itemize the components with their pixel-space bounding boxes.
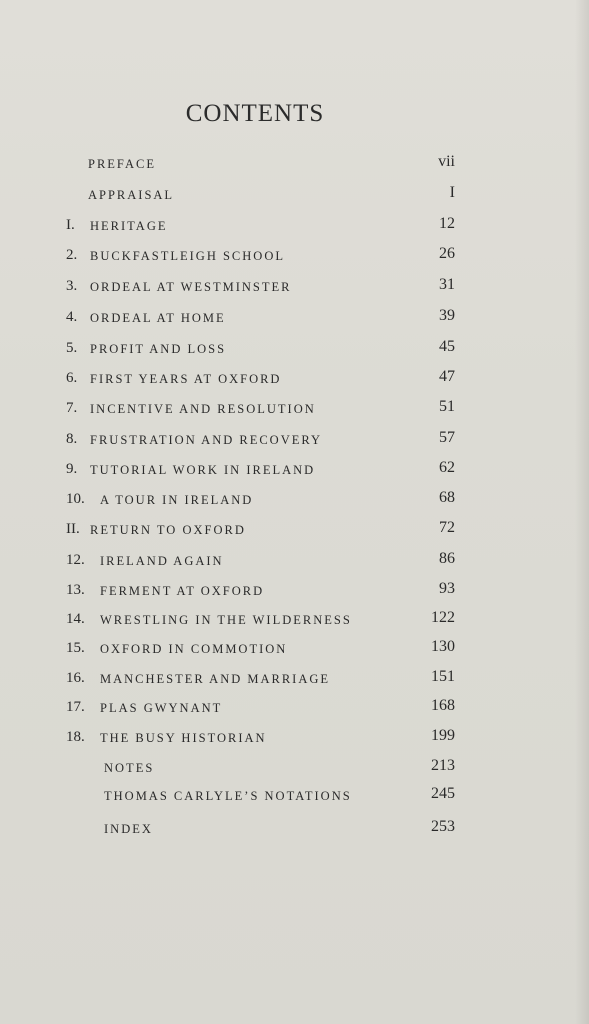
toc-entry-title: PREFACE — [88, 157, 156, 171]
toc-entry-title: IRELAND AGAIN — [100, 554, 224, 568]
toc-entry-page-number: vii — [438, 153, 455, 170]
toc-entry-title: RETURN TO OXFORD — [90, 523, 246, 537]
toc-entry-page-number: 57 — [439, 429, 455, 446]
toc-entry-number: 14. — [66, 611, 85, 627]
toc-entry-page-number: 86 — [439, 550, 455, 567]
toc-entry-title: BUCKFASTLEIGH SCHOOL — [90, 249, 285, 263]
toc-entry-title: FIRST YEARS AT OXFORD — [90, 372, 282, 386]
toc-entry-number: 2. — [66, 247, 78, 263]
toc-entry-number: 9. — [66, 461, 78, 477]
toc-entry — [0, 521, 589, 545]
toc-entry-number: 3. — [66, 278, 78, 294]
toc-entry-title: ORDEAL AT HOME — [90, 311, 226, 325]
toc-entry — [0, 611, 589, 635]
toc-entry-page-number: 72 — [439, 519, 455, 536]
toc-entry — [0, 582, 589, 606]
toc-entry-page-number: 26 — [439, 245, 455, 262]
toc-entry — [0, 640, 589, 664]
toc-entry-title: APPRAISAL — [88, 188, 175, 202]
toc-entry-title: HERITAGE — [90, 219, 168, 233]
toc-entry-page-number: 213 — [431, 757, 455, 774]
toc-entry — [0, 186, 589, 210]
toc-entry-title: INDEX — [104, 822, 153, 836]
toc-entry-page-number: 68 — [439, 489, 455, 506]
toc-entry — [0, 309, 589, 333]
toc-entry-number: 13. — [66, 582, 85, 598]
toc-entry-number: 16. — [66, 670, 85, 686]
toc-entry-number: 18. — [66, 729, 85, 745]
toc-entry-page-number: 122 — [431, 609, 455, 626]
toc-entry-title: THOMAS CARLYLE’S NOTATIONS — [104, 789, 352, 803]
toc-entry — [0, 552, 589, 576]
toc-entry-title: A TOUR IN IRELAND — [100, 493, 254, 507]
toc-entry-title: FRUSTRATION AND RECOVERY — [90, 433, 323, 447]
toc-entry-title: THE BUSY HISTORIAN — [100, 731, 267, 745]
toc-entry-title: FERMENT AT OXFORD — [100, 584, 265, 598]
toc-entry-title: PLAS GWYNANT — [100, 701, 223, 715]
toc-entry-number: 12. — [66, 552, 85, 568]
toc-entry-title: PROFIT AND LOSS — [90, 342, 227, 356]
toc-entry-number: 6. — [66, 370, 78, 386]
toc-entry — [0, 278, 589, 302]
toc-entry-number: 8. — [66, 431, 78, 447]
toc-entry-page-number: 31 — [439, 276, 455, 293]
toc-entry-title: INCENTIVE AND RESOLUTION — [90, 402, 316, 416]
toc-entry-title: MANCHESTER AND MARRIAGE — [100, 672, 331, 686]
toc-entry — [0, 729, 589, 753]
page-title: CONTENTS — [185, 100, 325, 127]
toc-entry — [0, 461, 589, 485]
toc-entry-number: 4. — [66, 309, 78, 325]
toc-entry — [0, 431, 589, 455]
toc-entry — [0, 247, 589, 271]
toc-entry — [0, 670, 589, 694]
toc-entry-page-number: 168 — [431, 697, 455, 714]
toc-entry-number: 17. — [66, 699, 85, 715]
toc-entry-page-number: 45 — [439, 338, 455, 355]
toc-entry-page-number: 199 — [431, 727, 455, 744]
toc-entry-number: II. — [66, 521, 80, 537]
toc-entry-number: I. — [66, 217, 75, 233]
toc-entry-page-number: I — [449, 184, 455, 201]
toc-entry-page-number: 51 — [439, 398, 455, 415]
toc-entry-page-number: 62 — [439, 459, 455, 476]
toc-entry-number: 15. — [66, 640, 85, 656]
toc-entry-number: 7. — [66, 400, 78, 416]
toc-entry — [0, 491, 589, 515]
toc-entry-title: WRESTLING IN THE WILDERNESS — [100, 613, 352, 627]
toc-entry-page-number: 93 — [439, 580, 455, 597]
toc-entry-title: ORDEAL AT WESTMINSTER — [90, 280, 292, 294]
toc-entry-title: TUTORIAL WORK IN IRELAND — [90, 463, 316, 477]
toc-entry-number: 5. — [66, 340, 78, 356]
toc-entry — [0, 217, 589, 241]
toc-entry — [0, 820, 589, 844]
toc-entry-title: NOTES — [104, 761, 155, 775]
toc-entry — [0, 400, 589, 424]
toc-entry-page-number: 151 — [431, 668, 455, 685]
toc-entry — [0, 699, 589, 723]
toc-entry — [0, 155, 589, 179]
toc-entry — [0, 787, 589, 811]
toc-entry-page-number: 39 — [439, 307, 455, 324]
toc-entry — [0, 340, 589, 364]
toc-entry-page-number: 130 — [431, 638, 455, 655]
toc-entry — [0, 759, 589, 783]
toc-entry-page-number: 245 — [431, 785, 455, 802]
toc-entry-page-number: 253 — [431, 818, 455, 835]
toc-entry-page-number: 12 — [439, 215, 455, 232]
toc-entry-number: 10. — [66, 491, 85, 507]
toc-entry-page-number: 47 — [439, 368, 455, 385]
toc-entry-title: OXFORD IN COMMOTION — [100, 642, 288, 656]
toc-entry — [0, 370, 589, 394]
